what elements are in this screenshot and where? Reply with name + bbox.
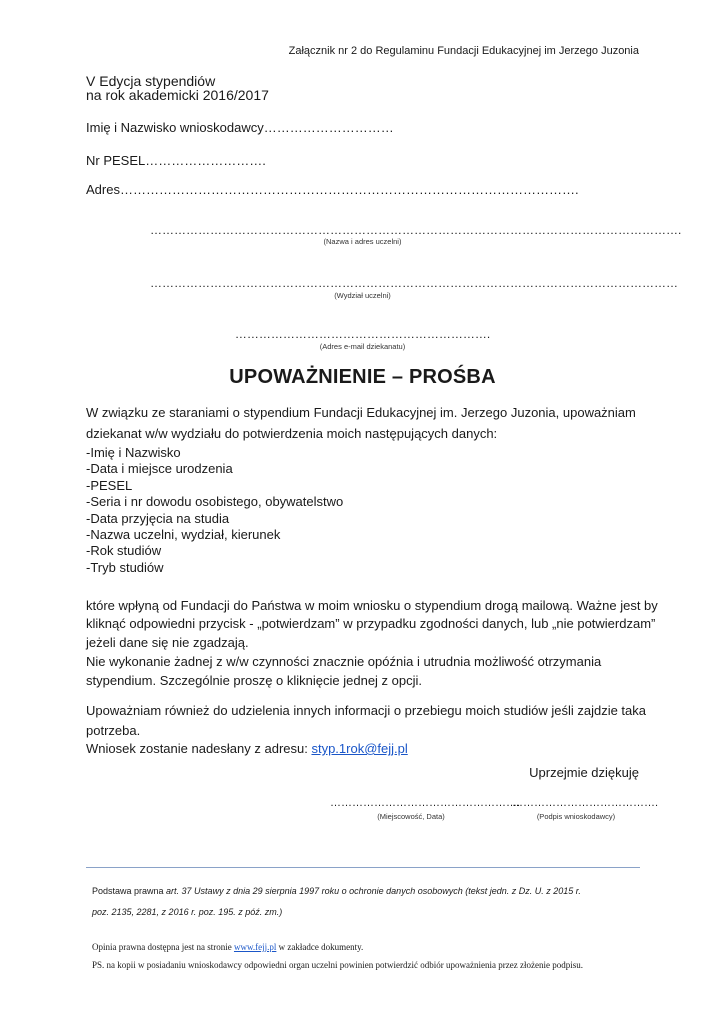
footer-divider: [86, 867, 640, 868]
edition-title: V Edycja stypendiów: [86, 73, 216, 89]
opinion-prefix: Opinia prawna dostępna jest na stronie: [92, 942, 234, 952]
body-p1-line-2: kliknąć odpowiedni przycisk - „potwierdzam” w przypadku zgodności danych, lub „nie potwierdzam”: [86, 616, 656, 631]
faculty-dots: ……………………………………………………………………………………………………………………: [150, 276, 678, 290]
applicant-address-field: Adres…………………………………………………………………………………………….: [86, 182, 579, 197]
list-item: -PESEL: [86, 477, 133, 493]
legal-basis-line-1: [92, 886, 581, 897]
list-item: -Imię i Nazwisko: [86, 445, 181, 460]
fejj-website-link[interactable]: www.fejj.pl: [233, 942, 277, 952]
legal-basis-citation: art. 37 Ustawy z dnia 29 sierpnia 1997 roku o ochronie danych osobowych (tekst jedn. z Dz. U. z 2015 r.: [166, 886, 581, 896]
dean-email-dots: ……………………………………………………….: [234, 327, 491, 341]
send-address-prefix: Wniosek zostanie nadesłany z adresu:: [86, 741, 312, 756]
legal-basis-line-2: poz. 2135, 2281, z 2016 r. poz. 195. z póź. zm.): [92, 907, 283, 917]
edition-year: na rok akademicki 2016/2017: [86, 87, 269, 103]
legal-basis-prefix: Podstawa prawna: [92, 886, 167, 896]
body-p2-line-1: Upoważniam również do udzielenia innych informacji o przebiegu moich studiów jeśli zajdzie taka: [86, 703, 647, 718]
signature-caption: (Podpis wnioskodawcy): [536, 812, 616, 821]
university-name-dots: …………………………………………………………………………………………………………………….: [150, 223, 682, 237]
list-item: -Rok studiów: [86, 543, 162, 559]
document-title: UPOWAŻNIENIE – PROŚBA: [229, 366, 496, 388]
ps-note: PS. na kopii w posiadaniu wnioskodawcy odpowiedni organ uczelni powinien potwierdzić odbiór upoważnienia przez złożenie podpisu.: [92, 960, 583, 970]
list-item: -Seria i nr dowodu osobistego, obywatelstwo: [86, 494, 344, 510]
data-items-list: [86, 445, 343, 576]
body-p2-line-2: potrzeba.: [86, 723, 141, 738]
body-p1-line-1: które wpłyną od Fundacji do Państwa w moim wniosku o stypendium drogą mailową. Ważne jest by: [86, 598, 658, 613]
place-date-dots: …………………………………………….: [330, 797, 521, 809]
intro-line-1: W związku ze staraniami o stypendium Fundacji Edukacyjnej im. Jerzego Juzonia, upoważniam: [86, 405, 636, 420]
applicant-name-field: Imię i Nazwisko wnioskodawcy…………………………: [86, 120, 394, 135]
body-p1-line-3: jeżeli dane się nie zgadzają.: [86, 635, 249, 650]
sender-email-link[interactable]: styp.1rok@fejj.pl: [311, 741, 408, 756]
intro-line-2: dziekanat w/w wydziału do potwierdzenia moich następujących danych:: [86, 426, 498, 441]
send-address-line: [86, 740, 408, 757]
dean-email-caption: (Adres e-mail dziekanatu): [319, 342, 406, 351]
applicant-pesel-field: Nr PESEL……………………….: [86, 153, 266, 168]
university-name-caption: (Nazwa i adres uczelni): [323, 237, 402, 246]
opinion-suffix: w zakładce dokumenty.: [276, 942, 364, 952]
body-p1-line-5: stypendium. Szczególnie proszę o kliknięcie jednej z opcji.: [86, 673, 423, 688]
list-item: -Nazwa uczelni, wydział, kierunek: [86, 527, 281, 543]
thanks-text: Uprzejmie dziękuję: [529, 765, 639, 780]
list-item: -Data i miejsce urodzenia: [86, 461, 233, 477]
legal-opinion-note: [92, 942, 363, 953]
list-item: -Data przyjęcia na studia: [86, 510, 230, 526]
attachment-note: Załącznik nr 2 do Regulaminu Fundacji Edukacyjnej im Jerzego Juzonia: [288, 45, 639, 57]
signature-dots: ………………………………….: [512, 797, 659, 809]
faculty-caption: (Wydział uczelni): [334, 291, 391, 300]
place-date-caption: (Miejscowość, Data): [377, 812, 445, 821]
edition-block: [86, 74, 269, 102]
body-p1-line-4: Nie wykonanie żadnej z w/w czynności znacznie opóźnia i utrudnia możliwość otrzymania: [86, 654, 602, 669]
list-item: -Tryb studiów: [86, 559, 164, 575]
